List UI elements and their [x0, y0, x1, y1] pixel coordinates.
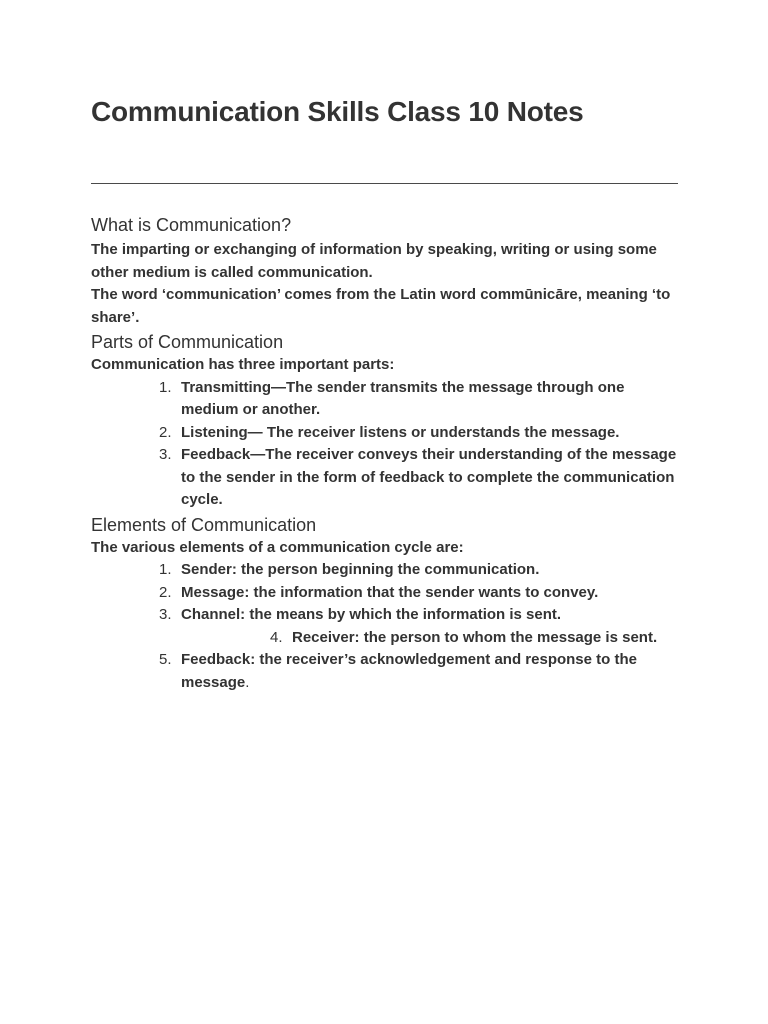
- section-heading: Elements of Communication: [91, 514, 317, 535]
- list-text-main: Feedback: the receiver’s acknowledgement and response to the message: [181, 651, 637, 691]
- list-item: [91, 604, 678, 627]
- list-item: [91, 627, 678, 650]
- list-number: 2.: [159, 423, 172, 441]
- paragraph: The imparting or exchanging of information by speaking, writing or using some other medium is called communication.: [91, 241, 657, 281]
- list-text: Receiver: the person to whom the message is sent.: [292, 628, 658, 646]
- horizontal-divider: [91, 183, 678, 184]
- list-text: Listening— The receiver listens or understands the message.: [181, 423, 620, 441]
- list-number: 3.: [159, 606, 172, 623]
- list-item: [91, 377, 678, 422]
- paragraph: The word ‘communication’ comes from the Latin word commūnicāre, meaning ‘to share’.: [91, 286, 671, 326]
- parts-list: [91, 377, 678, 512]
- list-text: Channel: the means by which the information is sent.: [181, 606, 562, 623]
- list-number: 2.: [159, 583, 172, 601]
- list-item: [91, 559, 678, 582]
- document-title: Communication Skills Class 10 Notes: [91, 96, 584, 127]
- list-text: [181, 651, 637, 691]
- section-what-is-communication: [91, 213, 678, 329]
- list-item: [91, 422, 678, 445]
- list-text: Transmitting—The sender transmits the message through one medium or another.: [181, 378, 625, 418]
- list-text: Feedback—The receiver conveys their understanding of the message to the sender in the form of feedback to complete the communication cycle.: [181, 446, 677, 508]
- list-number: 3.: [159, 446, 172, 463]
- section-intro: Communication has three important parts:: [91, 356, 395, 373]
- section-parts-of-communication: [91, 330, 678, 512]
- document-body: [91, 213, 678, 694]
- elements-list: [91, 559, 678, 694]
- list-number: 1.: [159, 378, 172, 396]
- section-heading: What is Communication?: [91, 215, 292, 235]
- list-item: [91, 582, 678, 605]
- list-item: [91, 649, 678, 694]
- section-intro: The various elements of a communication cycle are:: [91, 538, 464, 556]
- list-number: 4.: [270, 628, 283, 646]
- section-elements-of-communication: [91, 513, 678, 695]
- list-text-trailing-period: .: [245, 673, 250, 691]
- section-heading: Parts of Communication: [91, 332, 284, 352]
- list-number: 5.: [159, 651, 172, 668]
- list-item: [91, 444, 678, 512]
- list-text: Message: the information that the sender wants to convey.: [181, 583, 599, 601]
- list-number: 1.: [159, 561, 172, 578]
- list-text: Sender: the person beginning the communication.: [181, 561, 540, 578]
